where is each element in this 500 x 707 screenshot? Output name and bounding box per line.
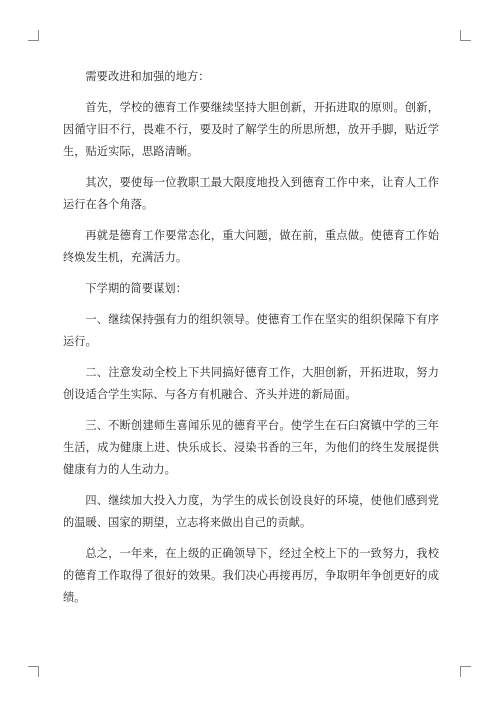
- crop-mark-top-left: [28, 30, 39, 41]
- paragraph-second: 其次，要使每一位教职工最大限度地投入到德育工作中来，让育人工作运行在各个角落。: [63, 176, 439, 211]
- plan-item-1: 一、继续保持强有力的组织领导。使德育工作在坚实的组织保障下有序运行。: [63, 313, 439, 348]
- paragraph-conclusion: 总之，一年来，在上级的正确领导下，经过全校上下的一致努力，我校的德育工作取得了很好的效果。我们决心再接再厉，争取明年争创更好的成绩。: [63, 547, 439, 604]
- crop-mark-bottom-right: [460, 666, 471, 677]
- paragraph-first: 首先，学校的德育工作要继续坚持大胆创新，开拓进取的原则。创新，因循守旧不行，畏难不行，要及时了解学生的所思所想，放开手脚，贴近学生，贴近实际，思路清晰。: [63, 101, 439, 158]
- section-heading-improvements: 需要改进和加强的地方：: [85, 70, 210, 83]
- plan-item-2: 二、注意发动全校上下共同搞好德育工作，大胆创新，开拓进取，努力创设适合学生实际、与各方有机融合、齐头并进的新局面。: [63, 366, 439, 401]
- document-body: [63, 66, 439, 609]
- section-heading-next-term: 下学期的简要谋划：: [85, 282, 187, 295]
- plan-item-4: 四、继续加大投入力度，为学生的成长创设良好的环境，使他们感到党的温暖、国家的期望，立志将来做出自己的贡献。: [63, 494, 439, 529]
- paragraph-third: 再就是德育工作要常态化，重大问题，做在前，重点做。使德育工作始终焕发生机，充满活力。: [63, 229, 439, 264]
- crop-mark-top-right: [460, 30, 471, 41]
- crop-mark-bottom-left: [28, 666, 39, 677]
- plan-item-3: 三、不断创建师生喜闻乐见的德育平台。使学生在石臼窝镇中学的三年生活，成为健康上进、快乐成长、浸染书香的三年，为他们的终生发展提供健康有力的人生动力。: [63, 419, 439, 476]
